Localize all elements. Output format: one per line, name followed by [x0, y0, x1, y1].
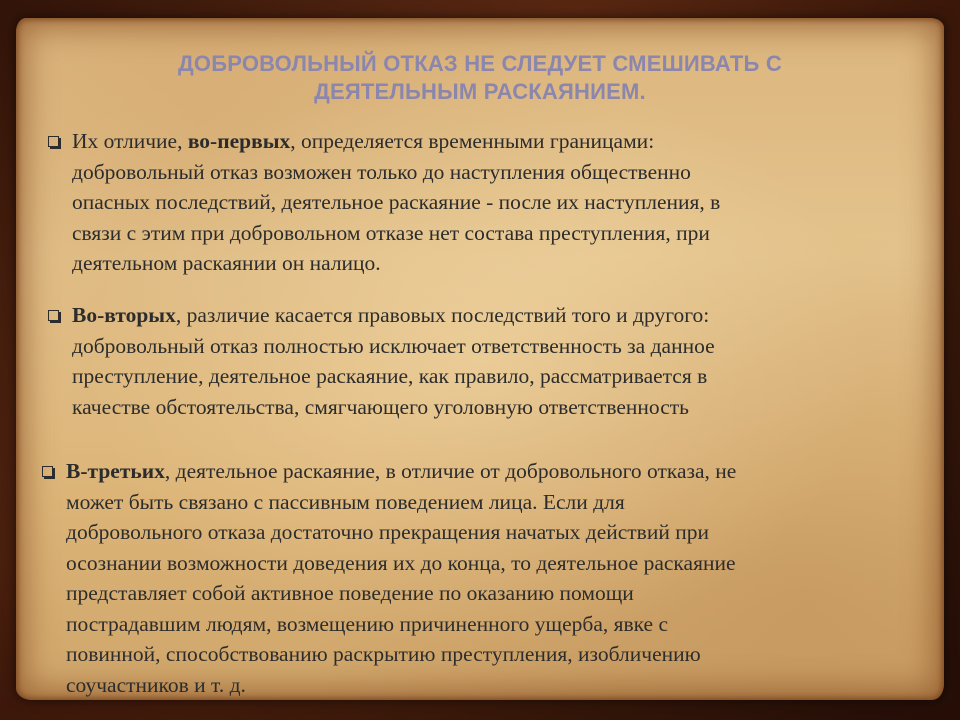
bullet-text: Их отличие,	[72, 129, 188, 153]
bullet-item-third	[66, 456, 736, 700]
bullet-line: осознании возможности доведения их до конца, то деятельное раскаяние	[66, 550, 736, 575]
bullet-line: повинной, способствованию раскрытию преступления, изобличению	[66, 642, 701, 666]
bullet-bold-keyword: В-третьих	[66, 459, 165, 483]
bullet-bold-keyword: Во-вторых	[72, 303, 176, 327]
title-line-2: ДЕЯТЕЛЬНЫМ РАСКАЯНИЕМ.	[314, 79, 646, 104]
bullet-line: может быть связано с пассивным поведением лица. Если для	[66, 489, 625, 514]
slide-content	[16, 18, 944, 700]
bullet-line: добровольный отказ возможен только до наступления общественно	[72, 159, 691, 184]
bullet-line: пострадавшим людям, возмещению причиненного ущерба, явке с	[66, 611, 669, 636]
hollow-square-bullet-icon	[48, 310, 59, 321]
hollow-square-bullet-icon	[42, 466, 53, 477]
bullet-line	[66, 456, 736, 487]
bullet-line	[72, 300, 715, 331]
bullet-bold-keyword: во-первых	[187, 129, 291, 153]
bullet-line: опасных последствий, деятельное раскаяние - после их наступления, в	[72, 190, 721, 214]
slide-title	[36, 50, 924, 106]
bullet-text: , определяется временными границами:	[290, 129, 655, 153]
bullet-line: преступление, деятельное раскаяние, как правило, рассматривается в	[72, 364, 708, 388]
bullet-line: качестве обстоятельства, смягчающего уголовную ответственность	[72, 394, 689, 419]
bullet-line: связи с этим при добровольном отказе нет состава преступления, при	[72, 220, 710, 245]
hollow-square-bullet-icon	[48, 136, 59, 147]
bullet-line: соучастников и т. д.	[66, 672, 246, 697]
bullet-line: деятельном раскаянии он налицо.	[72, 251, 381, 275]
parchment-background	[16, 18, 944, 700]
bullet-line	[72, 126, 720, 157]
bullet-text: , деятельное раскаяние, в отличие от добровольного отказа, не	[164, 459, 737, 483]
bullet-line: добровольного отказа достаточно прекращения начатых действий при	[66, 520, 709, 544]
bullet-item-second	[72, 300, 715, 422]
bullet-item-first	[72, 126, 720, 279]
bullet-line: представляет собой активное поведение по оказанию помощи	[66, 581, 634, 605]
bullet-text: , различие касается правовых последствий того и другого:	[175, 303, 710, 327]
bullet-line: добровольный отказ полностью исключает ответственность за данное	[72, 333, 715, 358]
title-line-1: ДОБРОВОЛЬНЫЙ ОТКАЗ НЕ СЛЕДУЕТ СМЕШИВАТЬ С	[178, 51, 782, 76]
